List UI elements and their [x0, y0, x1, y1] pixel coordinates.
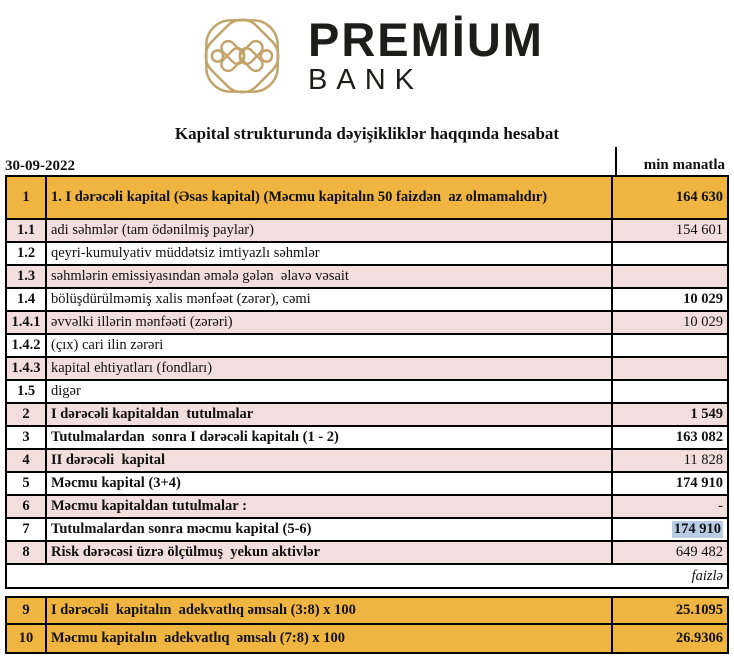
row-label: kapital ehtiyatları (fondları) — [47, 358, 613, 379]
table-subheader — [5, 147, 729, 175]
row-value: 10 029 — [683, 314, 723, 331]
table-row — [7, 220, 727, 243]
brand-name: PREMİUM — [308, 12, 544, 66]
table-row — [7, 542, 727, 565]
row-value — [613, 335, 727, 356]
row-label: digər — [47, 381, 613, 402]
row-label: Tutulmalardan sonra I dərəcəli kapitalı (1 - 2) — [47, 427, 613, 448]
table-row — [7, 266, 727, 289]
table-row — [7, 519, 727, 542]
row-value — [613, 381, 727, 402]
table-row — [7, 381, 727, 404]
row-label: səhmlərin emissiyasından əmələ gələn əlavə vəsait — [47, 266, 613, 287]
row-number: 9 — [7, 598, 47, 623]
table-row — [7, 625, 727, 652]
row-number — [7, 565, 47, 587]
table-row — [7, 598, 727, 625]
row-number: 5 — [7, 473, 47, 494]
row-number: 3 — [7, 427, 47, 448]
row-value: 649 482 — [675, 544, 723, 561]
table-row — [7, 496, 727, 519]
row-number: 1.4.2 — [7, 335, 47, 356]
row-label — [47, 565, 613, 587]
table-row — [7, 243, 727, 266]
row-label: Məcmu kapitalın adekvatlıq əmsalı (7:8) x 100 — [47, 625, 613, 652]
row-value: 10 029 — [683, 291, 723, 308]
row-value — [613, 519, 727, 540]
row-label: Tutulmalardan sonra məcmu kapital (5-6) — [47, 519, 613, 540]
row-value: 154 601 — [675, 222, 723, 239]
table-row — [7, 473, 727, 496]
premium-bank-logo — [5, 0, 729, 110]
row-label: (çıx) cari ilin zərəri — [47, 335, 613, 356]
row-value: 1 549 — [690, 406, 723, 423]
row-label: I dərəcəli kapitalın adekvatlıq əmsalı (3:8) x 100 — [47, 598, 613, 623]
row-value: 164 630 — [675, 189, 723, 206]
knot-emblem-icon — [190, 5, 294, 107]
row-number: 1.4.3 — [7, 358, 47, 379]
row-number: 2 — [7, 404, 47, 425]
row-value: 11 828 — [683, 452, 723, 469]
selected-value-highlight: 174 910 — [673, 521, 721, 538]
brand-text — [308, 12, 544, 97]
percent-unit-row — [7, 565, 727, 587]
table-row — [7, 450, 727, 473]
table-row — [7, 289, 727, 312]
table-row — [7, 358, 727, 381]
report-date: 30-09-2022 — [5, 158, 75, 174]
row-label: adi səhmlər (tam ödənilmiş paylar) — [47, 220, 613, 241]
row-value: - — [718, 498, 723, 515]
table-row — [7, 404, 727, 427]
row-value: 163 082 — [675, 429, 723, 446]
row-label: Risk dərəcəsi üzrə ölçülmuş yekun aktivlər — [47, 542, 613, 563]
row-value: 25.1095 — [675, 602, 723, 619]
row-number: 1.2 — [7, 243, 47, 264]
row-number: 10 — [7, 625, 47, 652]
table-row — [7, 427, 727, 450]
row-number: 1.3 — [7, 266, 47, 287]
row-number: 8 — [7, 542, 47, 563]
row-number: 1.4 — [7, 289, 47, 310]
row-label: II dərəcəli kapital — [47, 450, 613, 471]
row-value: 26.9306 — [675, 630, 723, 647]
row-number: 7 — [7, 519, 47, 540]
percent-unit-label: faizlə — [691, 567, 723, 584]
row-value — [613, 358, 727, 379]
row-label: bölüşdürülməmiş xalis mənfəət (zərər), cəmi — [47, 289, 613, 310]
table-row — [7, 335, 727, 358]
row-label: Məcmu kapital (3+4) — [47, 473, 613, 494]
row-value: 174 910 — [675, 475, 723, 492]
brand-subname: BANK — [308, 63, 423, 96]
row-number: 1.5 — [7, 381, 47, 402]
capital-structure-table — [5, 175, 729, 589]
row-number: 1 — [7, 177, 47, 218]
row-label: 1. I dərəcəli kapital (Əsas kapital) (Məcmu kapitalın 50 faizdən az olmamalıdır) — [47, 177, 613, 218]
row-label: I dərəcəli kapitaldan tutulmalar — [47, 404, 613, 425]
adequacy-ratio-table — [5, 596, 729, 654]
table-row — [7, 312, 727, 335]
page-title: Kapital strukturunda dəyişikliklər haqqında hesabat — [174, 124, 560, 143]
unit-label: min manatla — [615, 147, 729, 175]
row-number: 6 — [7, 496, 47, 517]
row-number: 1.1 — [7, 220, 47, 241]
row-number: 4 — [7, 450, 47, 471]
row-label: Məcmu kapitaldan tutulmalar : — [47, 496, 613, 517]
row-number: 1.4.1 — [7, 312, 47, 333]
row-label: əvvəlki illərin mənfəəti (zərəri) — [47, 312, 613, 333]
row-label: qeyri-kumulyativ müddətsiz imtiyazlı səhmlər — [47, 243, 613, 264]
row-value — [613, 266, 727, 287]
row-value — [613, 243, 727, 264]
table-row — [7, 177, 727, 220]
